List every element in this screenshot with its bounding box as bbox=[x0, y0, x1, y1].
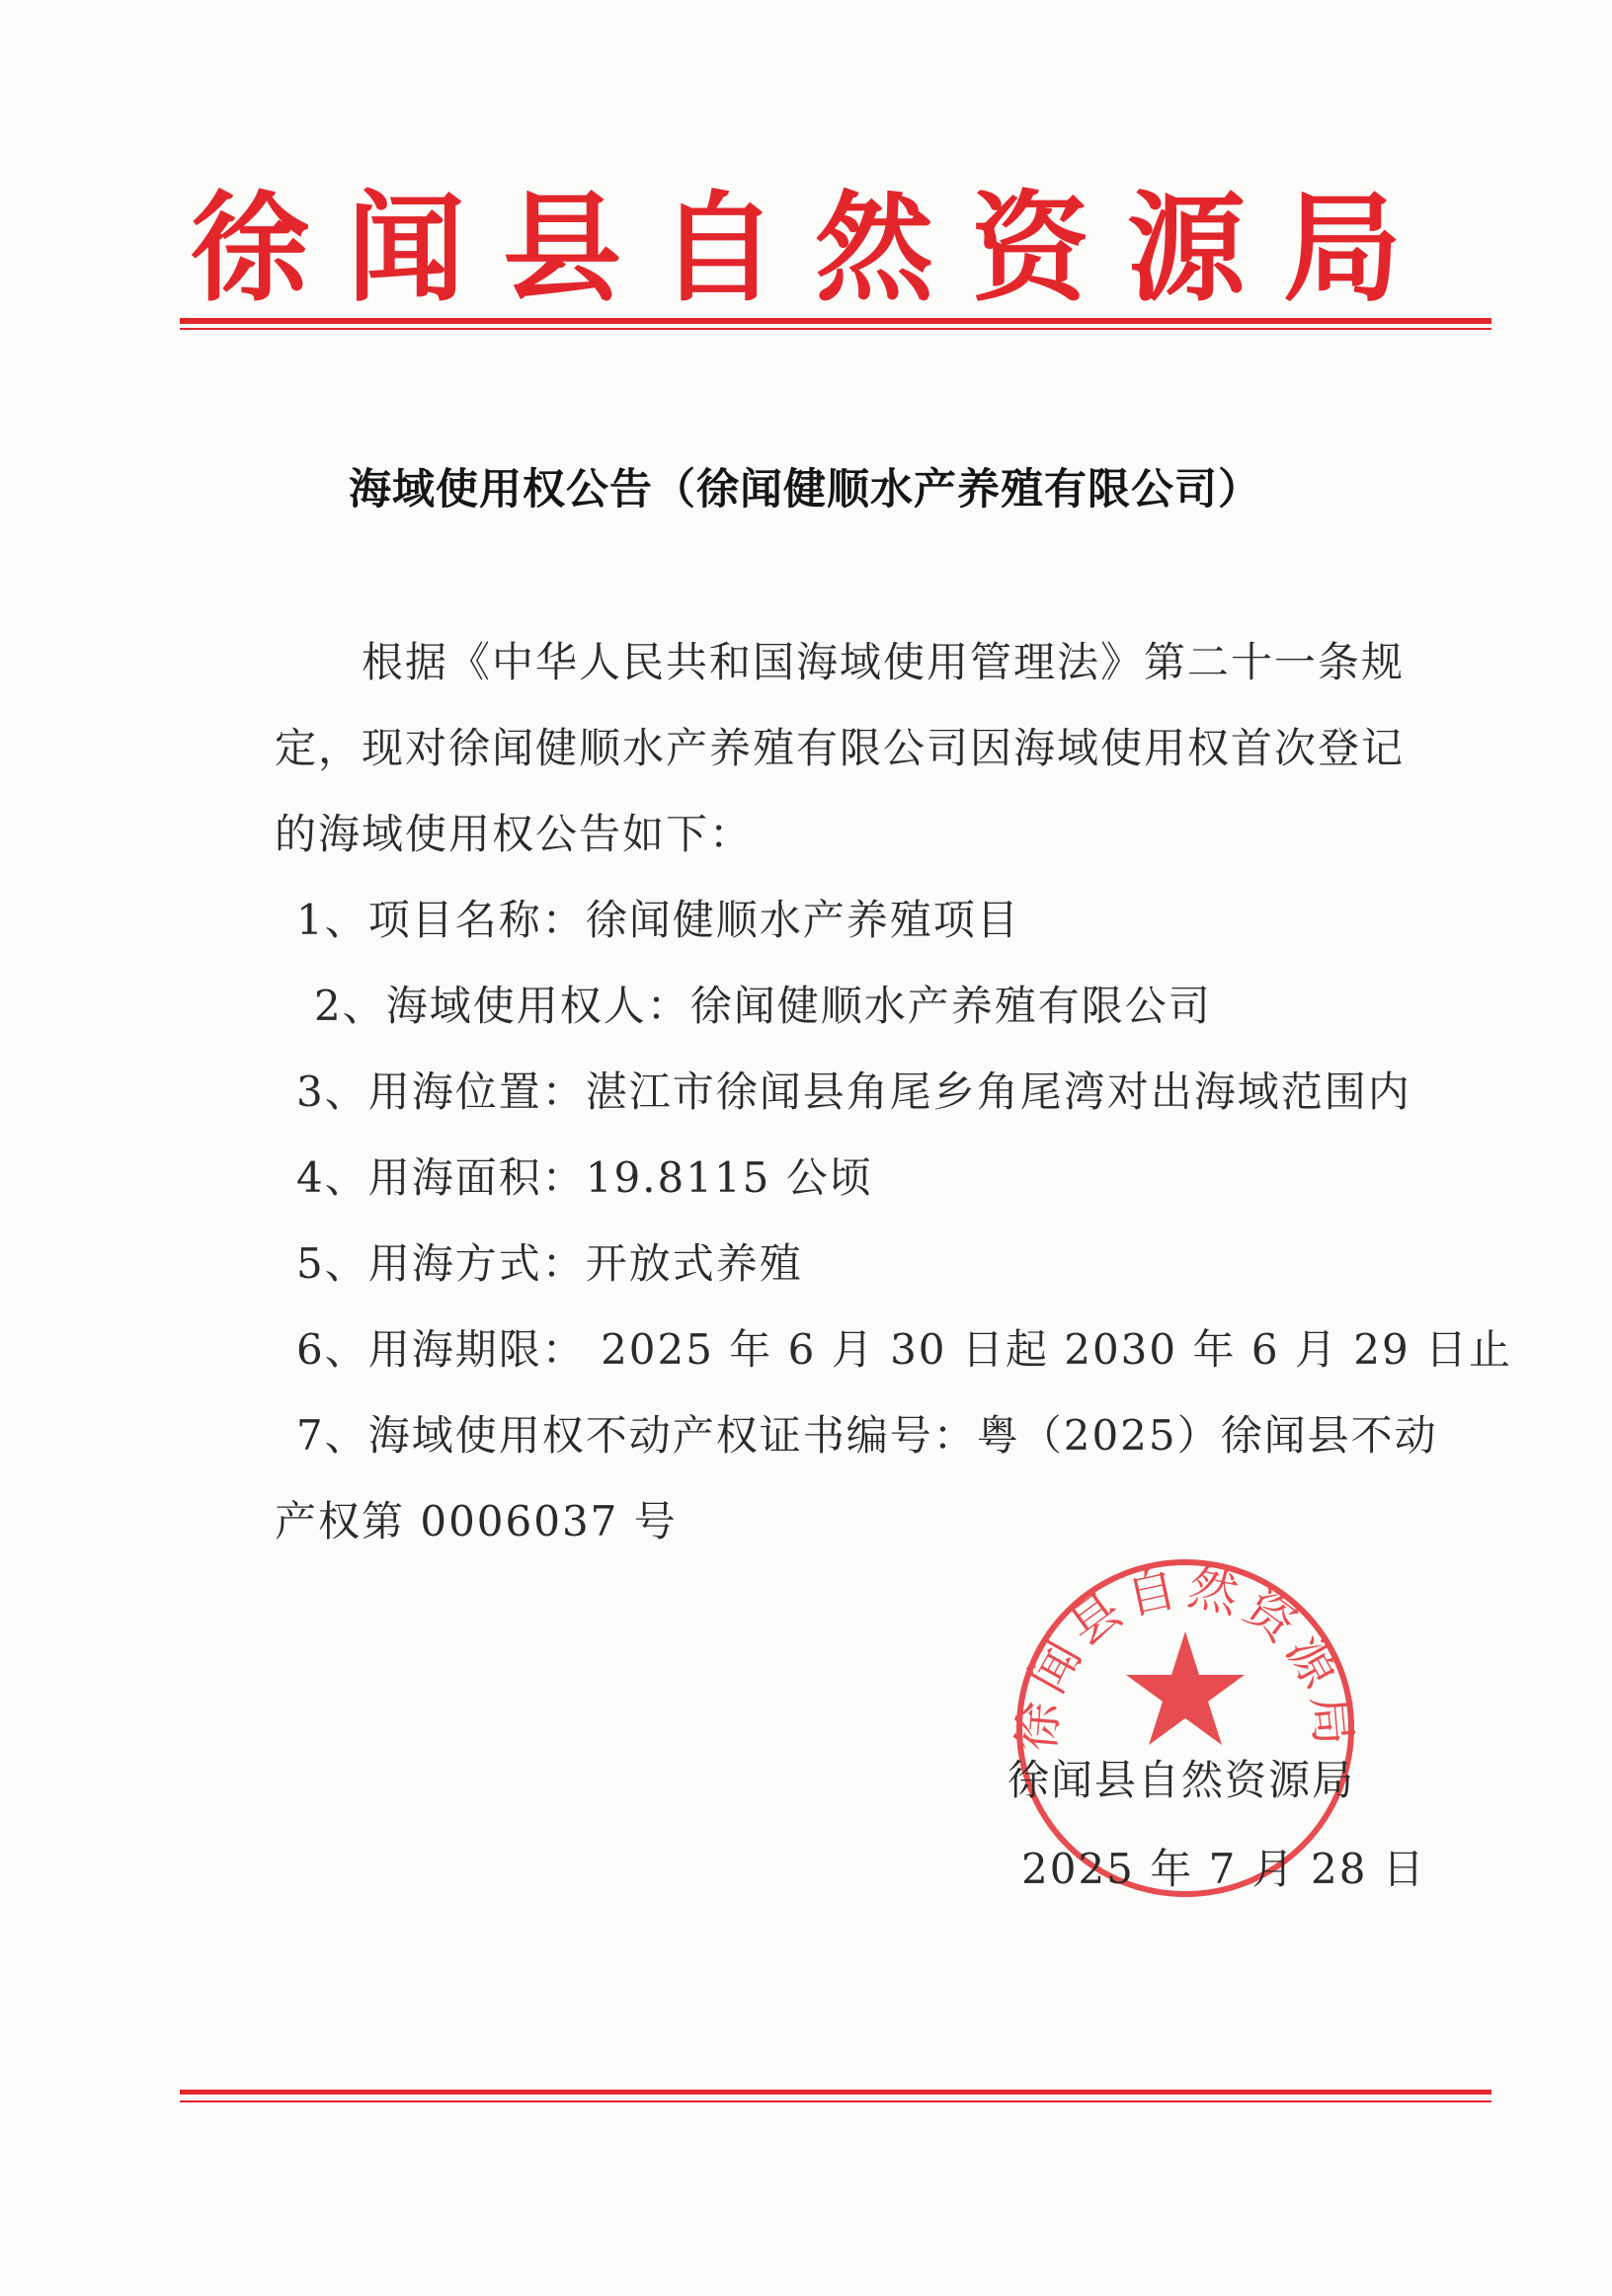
footer-rule-thin bbox=[180, 2100, 1491, 2102]
masthead-agency-name: 徐闻县自然资源局 bbox=[191, 179, 1439, 318]
notice-intro-line-3: 的海域使用权公告如下： bbox=[275, 810, 754, 858]
svg-text:徐闻县自然资源局: 徐闻县自然资源局 bbox=[1008, 1557, 1363, 1754]
signature-date: 2025 年 7 月 28 日 bbox=[1021, 1845, 1426, 1893]
item-usage-mode: 5、用海方式：开放式养殖 bbox=[296, 1239, 803, 1288]
masthead-rule-thick bbox=[180, 318, 1491, 324]
footer-rule-thick bbox=[180, 2090, 1491, 2095]
signature-issuer: 徐闻县自然资源局 bbox=[1008, 1756, 1356, 1804]
item-location: 3、用海位置：湛江市徐闻县角尾乡角尾湾对出海域范围内 bbox=[296, 1068, 1411, 1116]
item-certificate-number-continued: 产权第 0006037 号 bbox=[275, 1497, 678, 1545]
notice-intro-line-1: 根据《中华人民共和国海域使用管理法》第二十一条规 bbox=[362, 638, 1406, 686]
notice-title: 海域使用权公告（徐闻健顺水产养殖有限公司） bbox=[349, 465, 1261, 515]
notice-intro-line-2: 定，现对徐闻健顺水产养殖有限公司因海域使用权首次登记 bbox=[275, 724, 1406, 772]
item-rights-holder: 2、海域使用权人：徐闻健顺水产养殖有限公司 bbox=[314, 982, 1212, 1030]
item-term: 6、用海期限： 2025 年 6 月 30 日起 2030 年 6 月 29 日止 bbox=[296, 1325, 1513, 1374]
item-project-name: 1、项目名称：徐闻健顺水产养殖项目 bbox=[296, 896, 1020, 944]
notice-intro bbox=[275, 619, 1412, 877]
item-area: 4、用海面积：19.8115 公顷 bbox=[296, 1153, 873, 1202]
item-certificate-number: 7、海域使用权不动产权证书编号：粤（2025）徐闻县不动 bbox=[296, 1411, 1438, 1460]
masthead-rule-thin bbox=[180, 328, 1491, 330]
